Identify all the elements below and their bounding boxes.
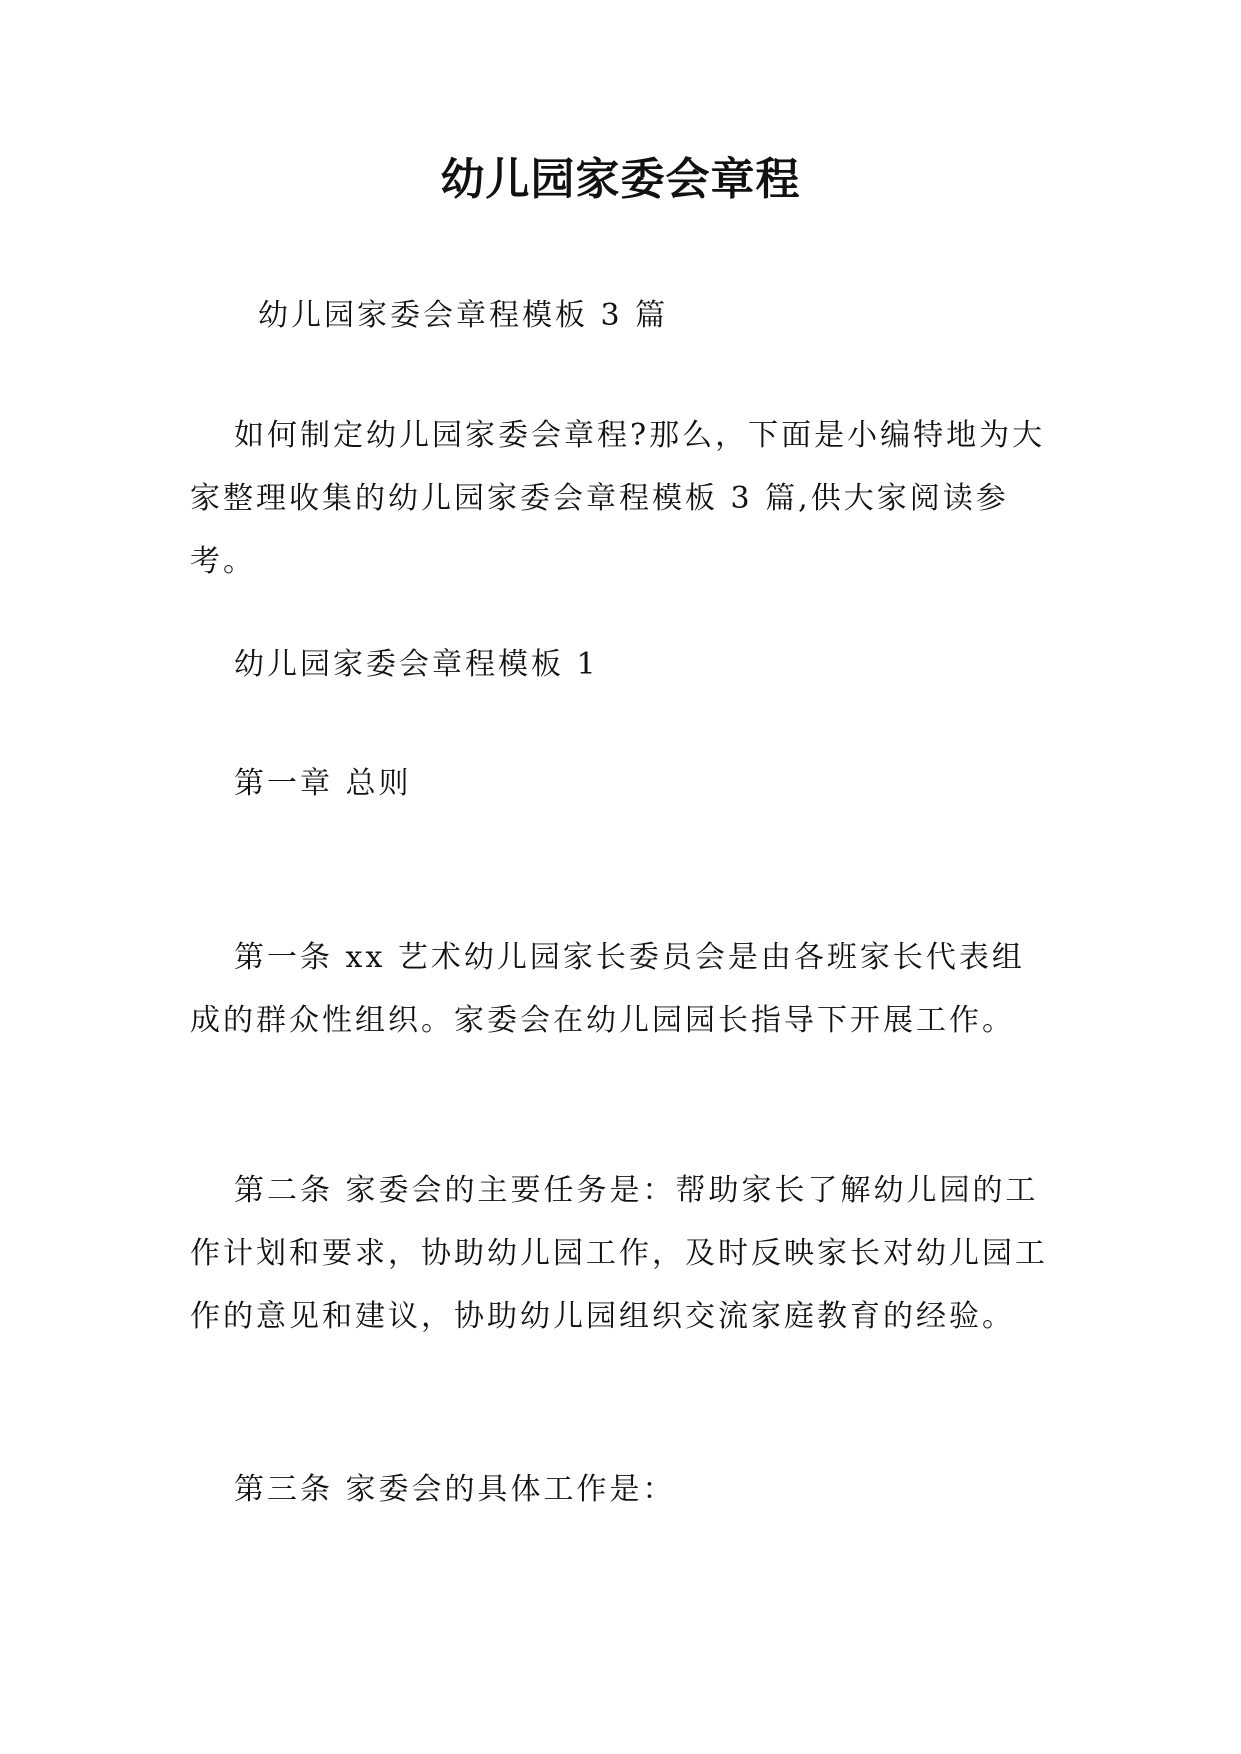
document-title: 幼儿园家委会章程: [440, 154, 801, 205]
article-2-paragraph: 第二条 家委会的主要任务是：帮助家长了解幼儿园的工作计划和要求，协助幼儿园工作，及时反映家长对幼儿园工作的意见和建议，协助幼儿园组织交流家庭教育的经验。: [190, 1173, 1048, 1334]
article-1-paragraph: 第一条 xx 艺术幼儿园家长委员会是由各班家长代表组成的群众性组织。家委会在幼儿园园长指导下开展工作。: [190, 940, 1025, 1038]
intro-paragraph: 如何制定幼儿园家委会章程?那么，下面是小编特地为大家整理收集的幼儿园家委会章程模板 3 篇,供大家阅读参考。: [190, 418, 1046, 579]
document-subtitle: 幼儿园家委会章程模板 3 篇: [258, 298, 669, 333]
chapter-heading: 第一章 总则: [234, 766, 412, 801]
template-heading: 幼儿园家委会章程模板 1: [234, 647, 599, 682]
article-3-paragraph: 第三条 家委会的具体工作是：: [234, 1472, 676, 1507]
